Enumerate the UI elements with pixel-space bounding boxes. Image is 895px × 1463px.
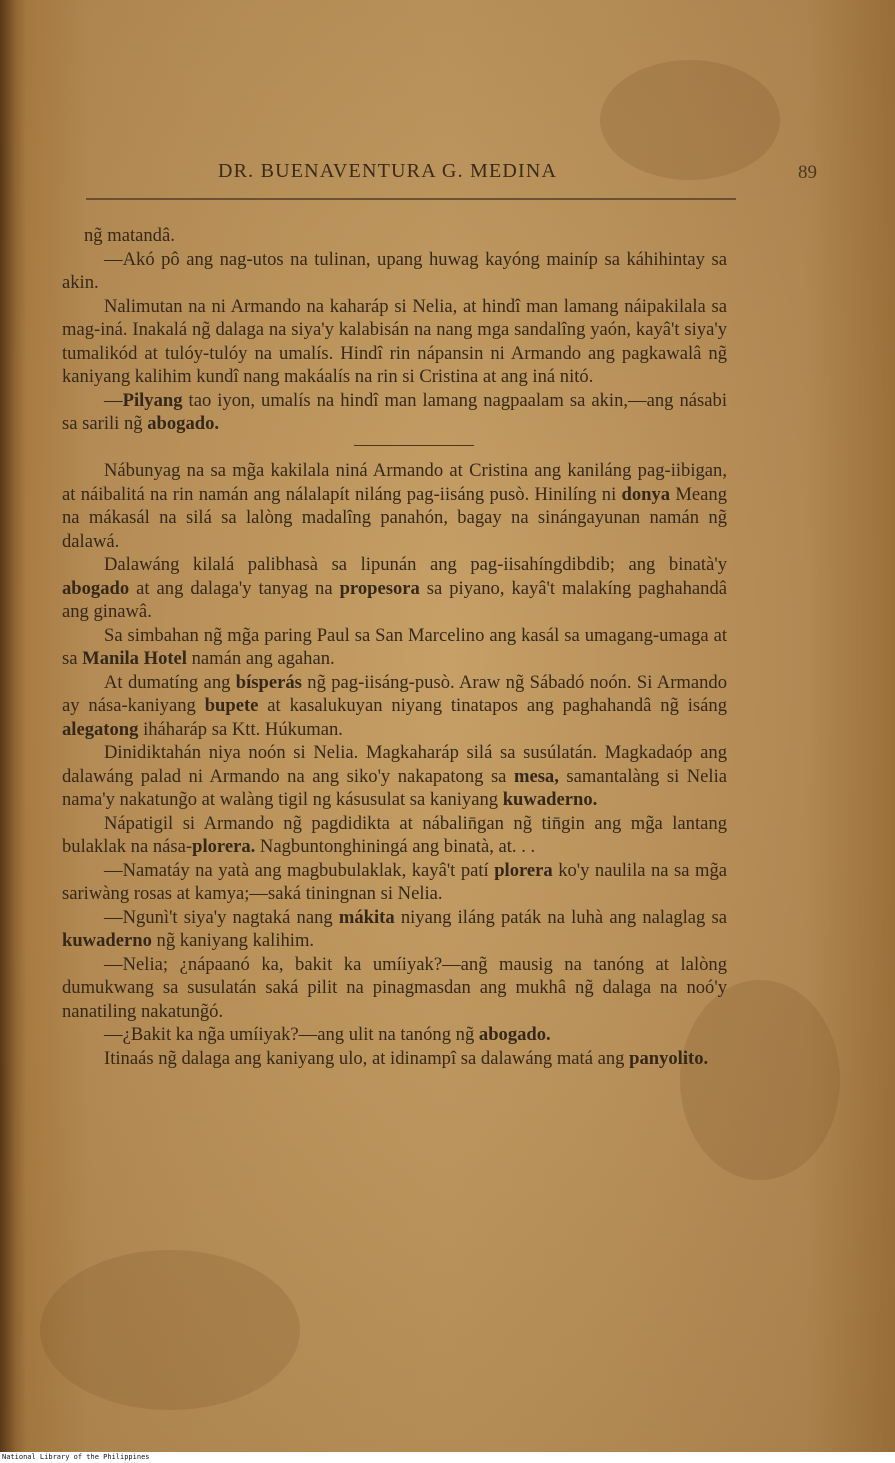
paragraph xyxy=(62,459,727,553)
text-run: tao iyon, umalís na hindî man lamang nagpaalam sa akin,—ang násabi sa sarili ng̃ xyxy=(62,389,727,434)
header-title: DR. BUENAVENTURA G. MEDINA xyxy=(218,160,558,182)
paragraph xyxy=(62,1023,727,1047)
bold-term: kuwaderno. xyxy=(502,789,598,810)
text-run: sa piyano, kayâ't malakíng paghahandâ ang ginawâ. xyxy=(62,577,728,622)
text-run: iháharáp sa Ktt. Húkuman. xyxy=(138,718,343,740)
text-run: Sa simbahan ng̃ mg̃a paring Paul sa San Marcelino ang kasál sa umagang-umaga at sa xyxy=(62,624,727,669)
text-run: —Ngunì't siya'y nagtaká nang xyxy=(104,906,339,928)
library-credit: National Library of the Philippines xyxy=(0,1452,895,1463)
text-run: —¿Bakit ka ng̃a umíiyak?—ang ulit na tanóng ng̃ xyxy=(104,1024,479,1045)
text-run: at kasalukuyan niyang tinatapos ang paghahandâ ng̃ isáng xyxy=(258,695,727,716)
bold-term: panyolito. xyxy=(629,1047,709,1069)
bold-term: Manila Hotel xyxy=(82,648,187,669)
bold-term: bísperás xyxy=(235,671,302,693)
bold-term: alegatong xyxy=(62,718,139,740)
page-number: 89 xyxy=(798,162,817,183)
paragraph xyxy=(62,224,727,248)
paragraph xyxy=(62,295,727,389)
paragraph xyxy=(62,248,727,295)
text-run: niyang iláng paták na luhà ang nalaglag sa xyxy=(394,906,728,928)
bold-term: abogado xyxy=(62,577,130,599)
section-break xyxy=(354,445,474,447)
bold-term: Pilyang xyxy=(122,389,183,411)
paper-stain xyxy=(40,1250,300,1410)
text-run: At dumatíng ang xyxy=(104,671,236,693)
text-run: Dinidiktahán niya noón si Nelia. Magkaharáp silá sa susúlatán. Magkadaóp ang dalawáng palad ni Armando na ang siko'y nakapatong sa xyxy=(62,742,727,787)
paragraph xyxy=(62,812,727,859)
paragraph xyxy=(62,953,727,1024)
bold-term: abogado. xyxy=(147,413,220,434)
text-run: ng̃ pag-iisáng-pusò. Araw ng̃ Sábadó noón. Si Armando ay nása-kaniyang xyxy=(62,671,727,716)
text-run: Nápatigil si Armando ng̃ pagdidikta at nábalin̄gan ng̃ tin̄gin ang mg̃a lantang bulaklak na nása- xyxy=(62,812,727,857)
page-spine-shadow xyxy=(0,0,26,1452)
text-run: Nalimutan na ni Armando na kaharáp si Nelia, at hindî man lamang náipakilala sa mag-iná. Inakalá ng̃ dalaga na siya'y kalabisán na nang mga sandalîng yaón, kayâ't siya'y tumalikód at tulóy-tulóy na umalís. Hindî rin nápansin ni Armando ang pagkawalâ ng̃ kaniyang kalihim kundî nang makáalís na rin si Cristina at ang iná nitó. xyxy=(62,295,727,387)
bold-term: mákita xyxy=(338,906,395,928)
text-run: —Namatáy na yatà ang magbubulaklak, kayâ't patí xyxy=(104,859,495,881)
paragraph xyxy=(62,906,727,953)
text-run: ng̃ matandâ. xyxy=(84,225,175,246)
bold-term: bupete xyxy=(204,695,259,716)
text-run: — xyxy=(104,389,123,411)
text-run: Nábunyag na sa mg̃a kakilala niná Armando at Cristina ang kaniláng pag-iibigan, at náibalitá na rin namán ang nálalapít niláng pag-iisáng pusò. Hinilíng ni xyxy=(62,460,727,505)
paragraph xyxy=(62,741,727,812)
paragraph xyxy=(62,671,727,742)
header-rule xyxy=(86,198,736,200)
body-text xyxy=(62,224,727,1070)
text-run: Nagbuntonghiningá ang binatà, at. . . xyxy=(255,836,536,857)
paragraph xyxy=(62,389,727,436)
running-header xyxy=(70,160,745,194)
text-run: ko'y naulila na sa mg̃a sariwàng rosas at kamya;—saká tiningnan si Nelia. xyxy=(62,859,727,904)
text-run: ng̃ kaniyang kalihim. xyxy=(151,930,315,951)
text-run: namán ang agahan. xyxy=(186,648,335,669)
paragraph xyxy=(62,859,727,906)
bold-term: donya xyxy=(621,483,671,505)
text-run: Itinaás ng̃ dalaga ang kaniyang ulo, at idinampî sa dalawáng matá ang xyxy=(104,1047,630,1069)
bold-term: abogado. xyxy=(478,1024,551,1045)
paragraph-group-1 xyxy=(62,224,727,436)
paragraph xyxy=(62,553,727,624)
paragraph xyxy=(62,624,727,671)
text-run: at ang dalaga'y tanyag na xyxy=(129,577,340,599)
text-run: —Akó pô ang nag-utos na tulinan, upang huwag kayóng mainíp sa káhihintay sa akin. xyxy=(62,248,727,293)
bold-term: mesa, xyxy=(513,765,559,787)
paragraph xyxy=(62,1047,727,1071)
bold-term: plorera. xyxy=(192,836,256,857)
bold-term: kuwaderno xyxy=(62,930,152,951)
text-run: —Nelia; ¿nápaanó ka, bakit ka umíiyak?—ang̃ mausig na tanóng at lalòng dumukwang sa susulatán saká pilit na pinagmasdan ang mukhâ ng̃ dalaga na noó'y nanatiling nakatung̃ó. xyxy=(62,953,727,1022)
bold-term: plorera xyxy=(494,859,553,881)
text-run: Dalawáng kilalá palibhasà sa lipunán ang pag-iisahíngdibdib; ang binatà'y xyxy=(104,554,727,575)
text-run: samantalàng si Nelia nama'y nakatung̃o at walàng tigil ng kásusulat sa kaniyang xyxy=(62,765,728,810)
text-run: Meang na mákasál na silá sa lalòng madalîng panahón, bagay na sinángayunan namán ng̃ dalawá. xyxy=(62,483,728,552)
bold-term: propesora xyxy=(339,577,420,599)
paragraph-group-2 xyxy=(62,459,727,1070)
